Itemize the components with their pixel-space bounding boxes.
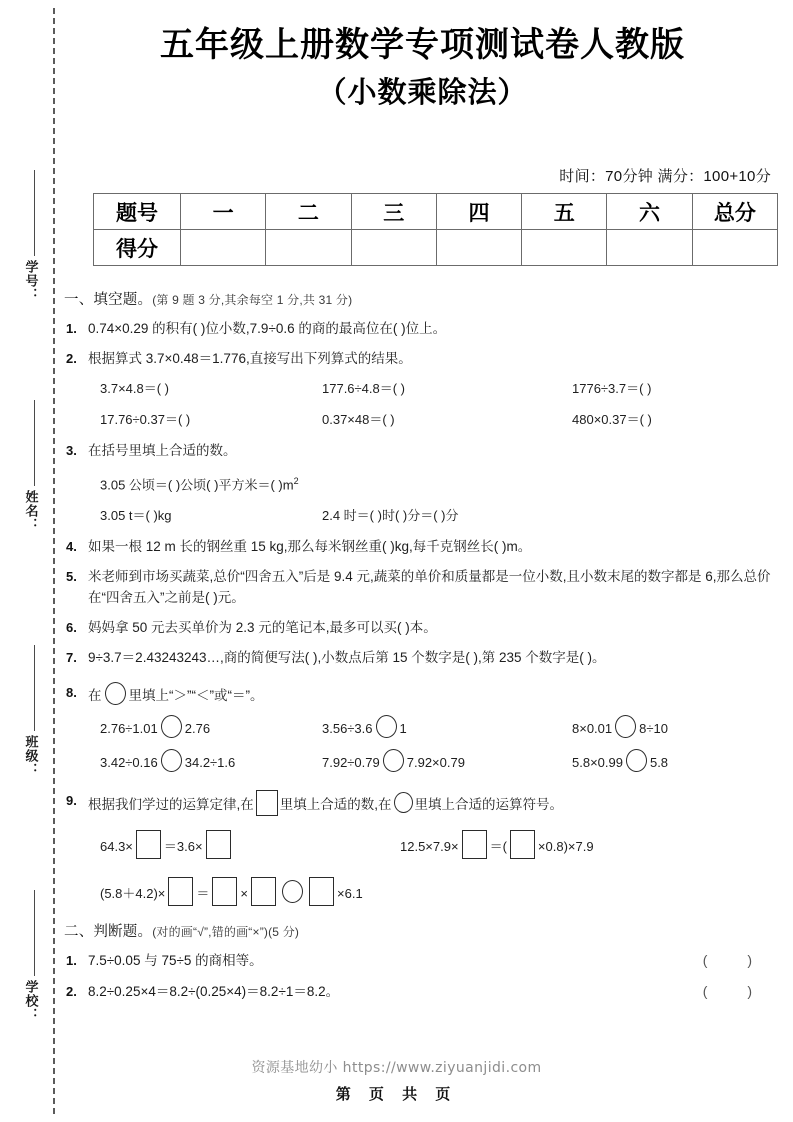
equation-2 (400, 830, 594, 859)
question-number: 3. (66, 443, 77, 458)
margin-label-student-name: 姓名： (23, 490, 39, 532)
margin-field-student-name (0, 400, 53, 532)
question-number: 4. (66, 539, 77, 555)
question-number: 9. (66, 793, 77, 809)
left-expression: 3.56÷3.6 (322, 721, 373, 737)
equation-part: (5.8＋4.2)× (100, 886, 166, 902)
exam-body (62, 288, 774, 1012)
comparison-item (572, 749, 668, 774)
question-text-part-b: 里填上合适的数,在 (279, 797, 392, 813)
score-cell-total[interactable] (692, 230, 777, 266)
answer-bracket[interactable]: ( ) (702, 952, 770, 969)
section-one-note: (第 9 题 3 分,其余每空 1 分,共 31 分) (152, 293, 353, 307)
question-1-7 (62, 647, 774, 668)
score-table-row-label: 题号 (94, 194, 181, 230)
comparison-item (322, 715, 572, 740)
question-number: 2. (66, 351, 77, 366)
question-number: 6. (66, 620, 77, 636)
question-1-5 (62, 566, 774, 608)
question-number: 5. (66, 569, 77, 585)
section-one-heading (64, 288, 774, 309)
answer-bracket[interactable]: ( ) (702, 983, 770, 1000)
margin-field-class (0, 645, 53, 777)
equation-part: ＝( (489, 839, 507, 855)
question-text-part-a: 根据我们学过的运算定律,在 (88, 797, 254, 813)
fill-box-icon[interactable] (510, 830, 535, 859)
right-expression: 34.2÷1.6 (184, 755, 236, 771)
fill-box-icon[interactable] (136, 830, 161, 859)
margin-rule (34, 400, 35, 486)
margin-rule (34, 890, 35, 976)
question-text: 7.5÷0.05 与 75÷5 的商相等。 (88, 953, 263, 969)
score-cell-4[interactable] (436, 230, 521, 266)
question-text (88, 682, 774, 706)
comparison-circle-icon[interactable] (161, 749, 182, 772)
question-text: 9÷3.7＝2.43243243…,商的简便写法( ),小数点后第 15 个数字是( ),第 235 个数字是( )。 (88, 650, 606, 666)
expression: 177.6÷4.8＝( ) (322, 381, 406, 396)
equation-part: 12.5×7.9× (400, 839, 459, 855)
score-table-col-2: 二 (266, 194, 351, 230)
section-two-title: 二、判断题。 (64, 924, 153, 941)
margin-label-column (0, 0, 53, 1122)
question-1-3-row-1 (88, 470, 774, 496)
equation-part: ＝3.6× (163, 839, 203, 855)
expression: 1776÷3.7＝( ) (572, 381, 652, 396)
question-1-8-row-2 (88, 749, 774, 774)
right-expression: 7.92×0.79 (406, 755, 465, 771)
question-1-9-row-1 (88, 830, 774, 859)
question-1-2-row-1 (88, 378, 774, 400)
page-subtitle: （小数乘除法） (317, 77, 528, 109)
equation-part: ×0.8)×7.9 (537, 839, 594, 855)
page-footer (0, 1057, 793, 1104)
margin-label-school: 学校： (23, 980, 39, 1022)
comparison-circle-icon[interactable] (161, 715, 182, 738)
question-number: 1. (66, 321, 77, 336)
comparison-item (572, 715, 668, 740)
margin-rule (34, 170, 35, 256)
comparison-circle-icon[interactable] (376, 715, 397, 738)
left-expression: 5.8×0.99 (572, 755, 623, 771)
question-text: 根据算式 3.7×0.48＝1.776,直接写出下列算式的结果。 (88, 351, 412, 366)
question-text (88, 790, 774, 816)
comparison-circle-icon[interactable] (383, 749, 404, 772)
margin-rule (34, 645, 35, 731)
section-two-heading (64, 920, 774, 941)
expression: 3.05 公顷＝( )公顷( )平方米＝( )m (100, 477, 294, 493)
fill-box-icon[interactable] (212, 877, 237, 906)
watermark-text: 资源基地幼小 https://www.ziyuanjidi.com (251, 1060, 542, 1076)
fill-box-icon[interactable] (309, 877, 334, 906)
score-cell-2[interactable] (266, 230, 351, 266)
expression: 0.37×48＝( ) (322, 412, 395, 427)
question-number: 2. (66, 984, 77, 1000)
question-text: 在括号里填上合适的数。 (88, 443, 237, 458)
fill-box-icon[interactable] (168, 877, 193, 906)
operator-circle-icon[interactable] (394, 792, 413, 813)
question-text: 如果一根 12 m 长的钢丝重 15 kg,那么每米钢丝重( )kg,每千克钢丝长( )m。 (88, 539, 532, 555)
exam-meta: 时间：70分钟 满分：100+10分 (559, 168, 771, 185)
score-table-col-3: 三 (351, 194, 436, 230)
comparison-circle-icon[interactable] (105, 682, 126, 705)
question-1-2-row-2 (88, 409, 774, 431)
question-number: 8. (66, 685, 77, 701)
score-table-col-6: 六 (607, 194, 692, 230)
fill-box-icon[interactable] (251, 877, 276, 906)
fill-box-icon[interactable] (206, 830, 231, 859)
right-expression: 5.8 (649, 755, 669, 771)
question-text: 米老师到市场买蔬菜,总价“四舍五入”后是 9.4 元,蔬菜的单价和质量都是一位小数,且小数末尾的数字都是 6,那么总价在“四舍五入”之前是( )元。 (88, 569, 771, 606)
margin-label-student-id: 学号： (23, 260, 39, 302)
left-expression: 2.76÷1.01 (100, 721, 158, 737)
question-1-1 (62, 318, 774, 339)
equation-part: ＝ (196, 886, 210, 902)
left-expression: 8×0.01 (572, 721, 613, 737)
right-expression: 2.76 (184, 721, 211, 737)
fill-box-icon[interactable] (256, 790, 278, 816)
question-2-2 (62, 981, 774, 1002)
fill-box-icon[interactable] (462, 830, 487, 859)
question-text: 8.2÷0.25×4＝8.2÷(0.25×4)＝8.2÷1＝8.2。 (88, 984, 340, 1000)
operator-circle-icon[interactable] (282, 880, 303, 903)
score-table-score-label: 得分 (94, 230, 181, 266)
question-1-3 (62, 440, 774, 527)
question-1-9 (62, 790, 774, 906)
question-text-prefix: 在 (88, 688, 102, 704)
score-table-col-4: 四 (436, 194, 521, 230)
margin-field-student-id (0, 170, 53, 302)
equation-1 (100, 830, 400, 859)
score-table-score-row (94, 230, 778, 266)
expression: 17.76÷0.37＝( ) (100, 412, 191, 427)
score-table-col-total: 总分 (692, 194, 777, 230)
title-block (72, 22, 773, 114)
question-1-8 (62, 682, 774, 774)
equation-3 (100, 877, 363, 906)
question-1-8-row-1 (88, 715, 774, 740)
score-table-col-5: 五 (522, 194, 607, 230)
expression: 2.4 时＝( )时( )分＝( )分 (322, 508, 459, 524)
right-expression: 8÷10 (639, 721, 668, 737)
expression: 480×0.37＝( ) (572, 412, 652, 427)
question-1-4 (62, 536, 774, 557)
sealing-dashed-line (53, 8, 55, 1114)
question-text-part-c: 里填上合适的运算符号。 (414, 797, 564, 813)
equation-part: 64.3× (100, 839, 133, 855)
question-text: 妈妈拿 50 元去买单价为 2.3 元的笔记本,最多可以买( )本。 (88, 620, 437, 636)
unit-conversion-area (100, 470, 299, 496)
score-cell-6[interactable] (607, 230, 692, 266)
question-1-2 (62, 348, 774, 431)
comparison-item (100, 715, 322, 740)
question-2-1 (62, 950, 774, 971)
equation-part: ×6.1 (337, 886, 363, 902)
score-table-col-1: 一 (181, 194, 266, 230)
question-text-suffix: 里填上“＞”“＜”或“＝”。 (128, 688, 264, 704)
section-one-title: 一、填空题。 (64, 292, 153, 308)
expression: 3.7×4.8＝( ) (100, 381, 170, 396)
comparison-item (322, 749, 572, 774)
comparison-item (100, 749, 322, 774)
superscript-two: 2 (293, 476, 299, 486)
question-1-9-row-2 (88, 877, 774, 906)
page-title: 五年级上册数学专项测试卷人教版 (160, 26, 685, 64)
comparison-circle-icon[interactable] (626, 749, 647, 772)
score-table-header-row (94, 194, 778, 230)
question-text: 0.74×0.29 的积有( )位小数,7.9÷0.6 的商的最高位在( )位上。 (88, 321, 447, 336)
left-expression: 3.42÷0.16 (100, 755, 158, 771)
right-expression: 1 (399, 721, 407, 737)
score-table (93, 193, 778, 266)
margin-label-class: 班级： (23, 735, 39, 777)
section-two-note: (对的画“√”,错的画“×”)(5 分) (152, 925, 300, 940)
page-number: 第 页 共 页 (335, 1086, 458, 1103)
equation-part: × (240, 886, 249, 902)
margin-field-school (0, 890, 53, 1022)
score-cell-3[interactable] (351, 230, 436, 266)
question-1-6 (62, 617, 774, 638)
score-cell-5[interactable] (522, 230, 607, 266)
score-cell-1[interactable] (181, 230, 266, 266)
left-expression: 7.92÷0.79 (322, 755, 380, 771)
question-1-3-row-2 (88, 505, 774, 527)
question-number: 7. (66, 650, 77, 666)
question-number: 1. (66, 953, 77, 969)
comparison-circle-icon[interactable] (615, 715, 636, 738)
expression: 3.05 t＝( )kg (100, 508, 172, 524)
